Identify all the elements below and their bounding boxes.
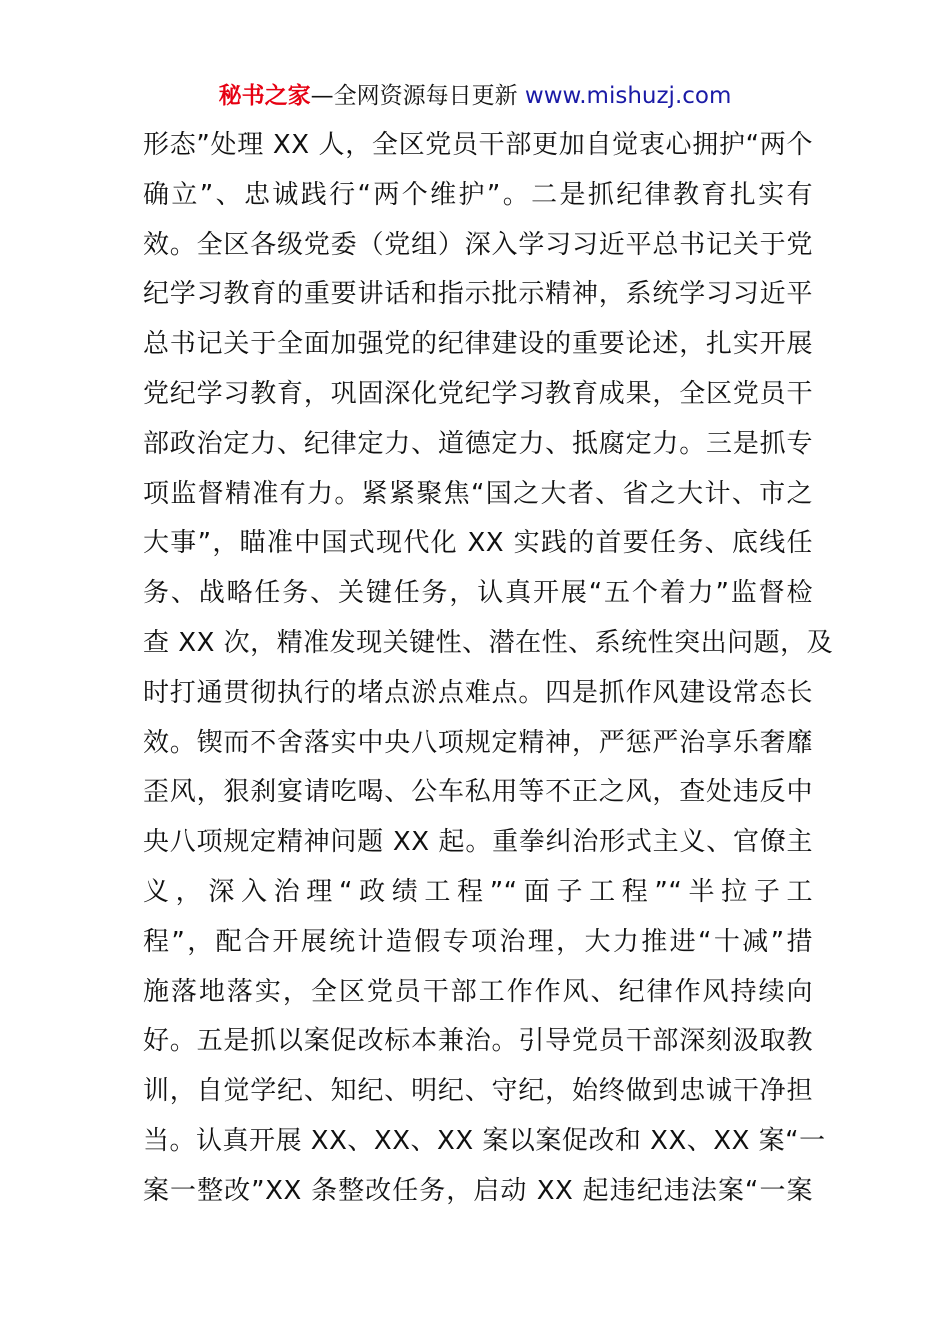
text-line: 央八项规定精神问题 XX 起。重拳纠治形式主义、官僚主 <box>143 827 813 858</box>
text-line: 部政治定力、纪律定力、道德定力、抵腐定力。三是抓专 <box>143 428 813 459</box>
text-line: 效。全区各级党委（党组）深入学习习近平总书记关于党 <box>143 229 813 260</box>
text-line: 查 XX 次，精准发现关键性、潜在性、系统性突出问题，及 <box>143 627 834 658</box>
text-line: 歪风，狠刹宴请吃喝、公车私用等不正之风，查处违反中 <box>143 777 813 808</box>
site-header <box>0 80 950 112</box>
text-line: 总书记关于全面加强党的纪律建设的重要论述，扎实开展 <box>143 329 813 360</box>
header-separator: — <box>310 83 334 109</box>
document-body <box>143 121 834 1217</box>
text-line: 程”，配合开展统计造假专项治理，大力推进“十减”措 <box>143 926 813 957</box>
text-line: 党纪学习教育，巩固深化党纪学习教育成果，全区党员干 <box>143 378 813 409</box>
text-line: 当。认真开展 XX、XX、XX 案以案促改和 XX、XX 案“一 <box>143 1125 826 1156</box>
text-line: 大事”，瞄准中国式现代化 XX 实践的首要任务、底线任 <box>143 528 813 559</box>
text-line: 效。锲而不舍落实中央八项规定精神，严惩严治享乐奢靡 <box>143 727 813 758</box>
brand-name: 秘书之家 <box>218 83 311 109</box>
text-line: 时打通贯彻执行的堵点淤点难点。四是抓作风建设常态长 <box>143 677 813 708</box>
text-line: 确立”、忠诚践行“两个维护”。二是抓纪律教育扎实有 <box>143 179 813 210</box>
text-line: 形态”处理 XX 人，全区党员干部更加自觉衷心拥护“两个 <box>143 130 813 160</box>
text-line: 项监督精准有力。紧紧聚焦“国之大者、省之大计、市之 <box>143 478 813 509</box>
text-line: 案一整改”XX 条整改任务，启动 XX 起违纪违法案“一案 <box>143 1175 813 1206</box>
text-line: 纪学习教育的重要讲话和指示批示精神，系统学习习近平 <box>143 279 813 310</box>
text-line: 施落地落实，全区党员干部工作作风、纪律作风持续向 <box>143 976 813 1007</box>
text-line: 训，自觉学纪、知纪、明纪、守纪，始终做到忠诚干净担 <box>143 1076 813 1107</box>
header-tagline: 全网资源每日更新 <box>333 83 525 109</box>
text-line: 好。五是抓以案促改标本兼治。引导党员干部深刻汲取教 <box>143 1026 813 1057</box>
text-line: 务、战略任务、关键任务，认真开展“五个着力”监督检 <box>143 578 813 609</box>
text-line: 义，深入治理“政绩工程”“面子工程”“半拉子工 <box>143 876 813 907</box>
site-url-link[interactable]: www.mishuzj.com <box>524 83 732 109</box>
